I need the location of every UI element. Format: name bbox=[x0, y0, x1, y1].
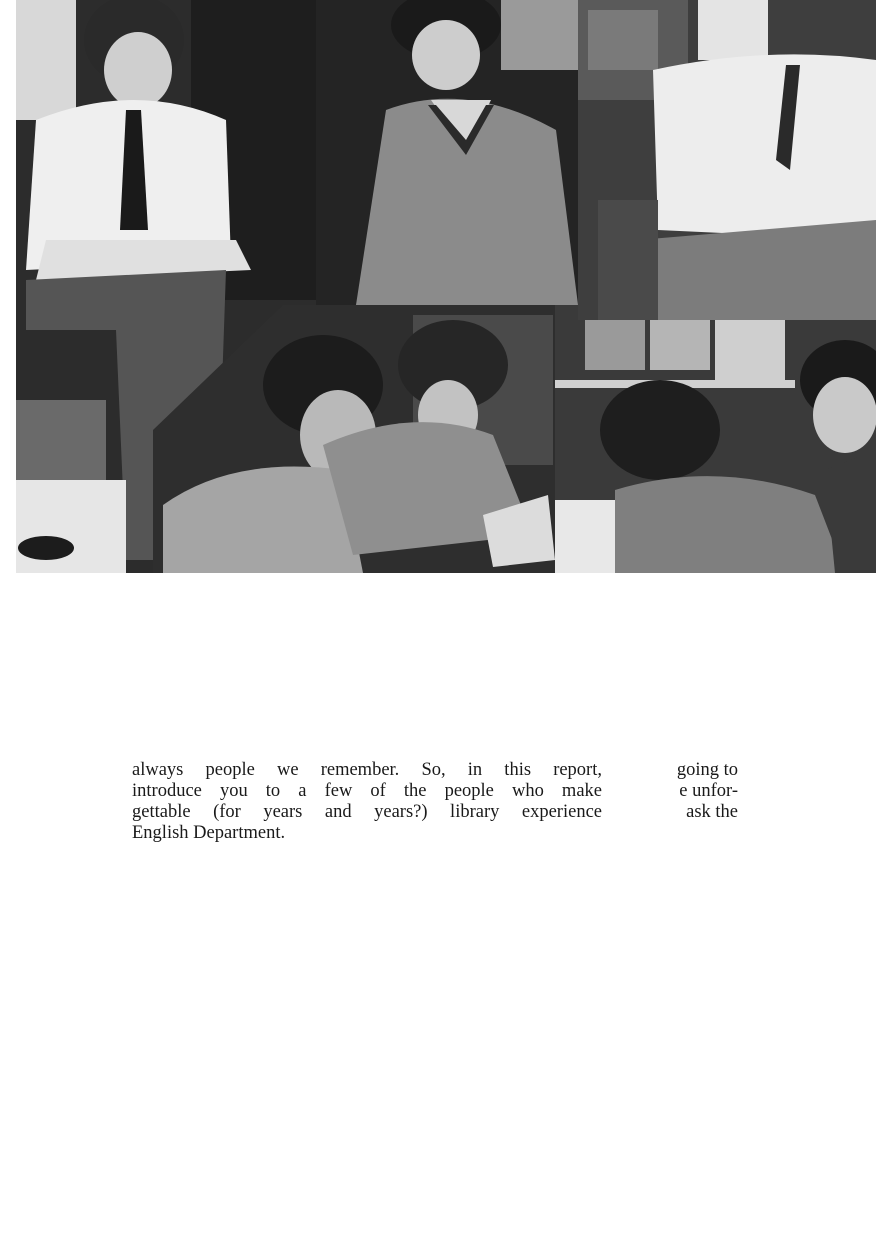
article-line: gettable (for years and years?) library experience bbox=[132, 802, 602, 822]
photo-collage bbox=[16, 0, 876, 573]
photo-student-standing bbox=[316, 0, 578, 305]
article-fragment: e unfor- bbox=[679, 781, 738, 801]
article-right-fragments bbox=[640, 760, 738, 823]
photo-students-shelves bbox=[555, 320, 876, 573]
article-line: introduce you to a few of the people who make bbox=[132, 781, 602, 801]
article-fragment: ask the bbox=[686, 802, 738, 822]
article-line: English Department. bbox=[132, 823, 286, 843]
article-fragment: going to bbox=[676, 760, 738, 780]
article-text bbox=[132, 760, 602, 844]
photo-student-seated bbox=[578, 0, 876, 320]
article-line: always people we remember. So, in this report, bbox=[132, 760, 602, 780]
